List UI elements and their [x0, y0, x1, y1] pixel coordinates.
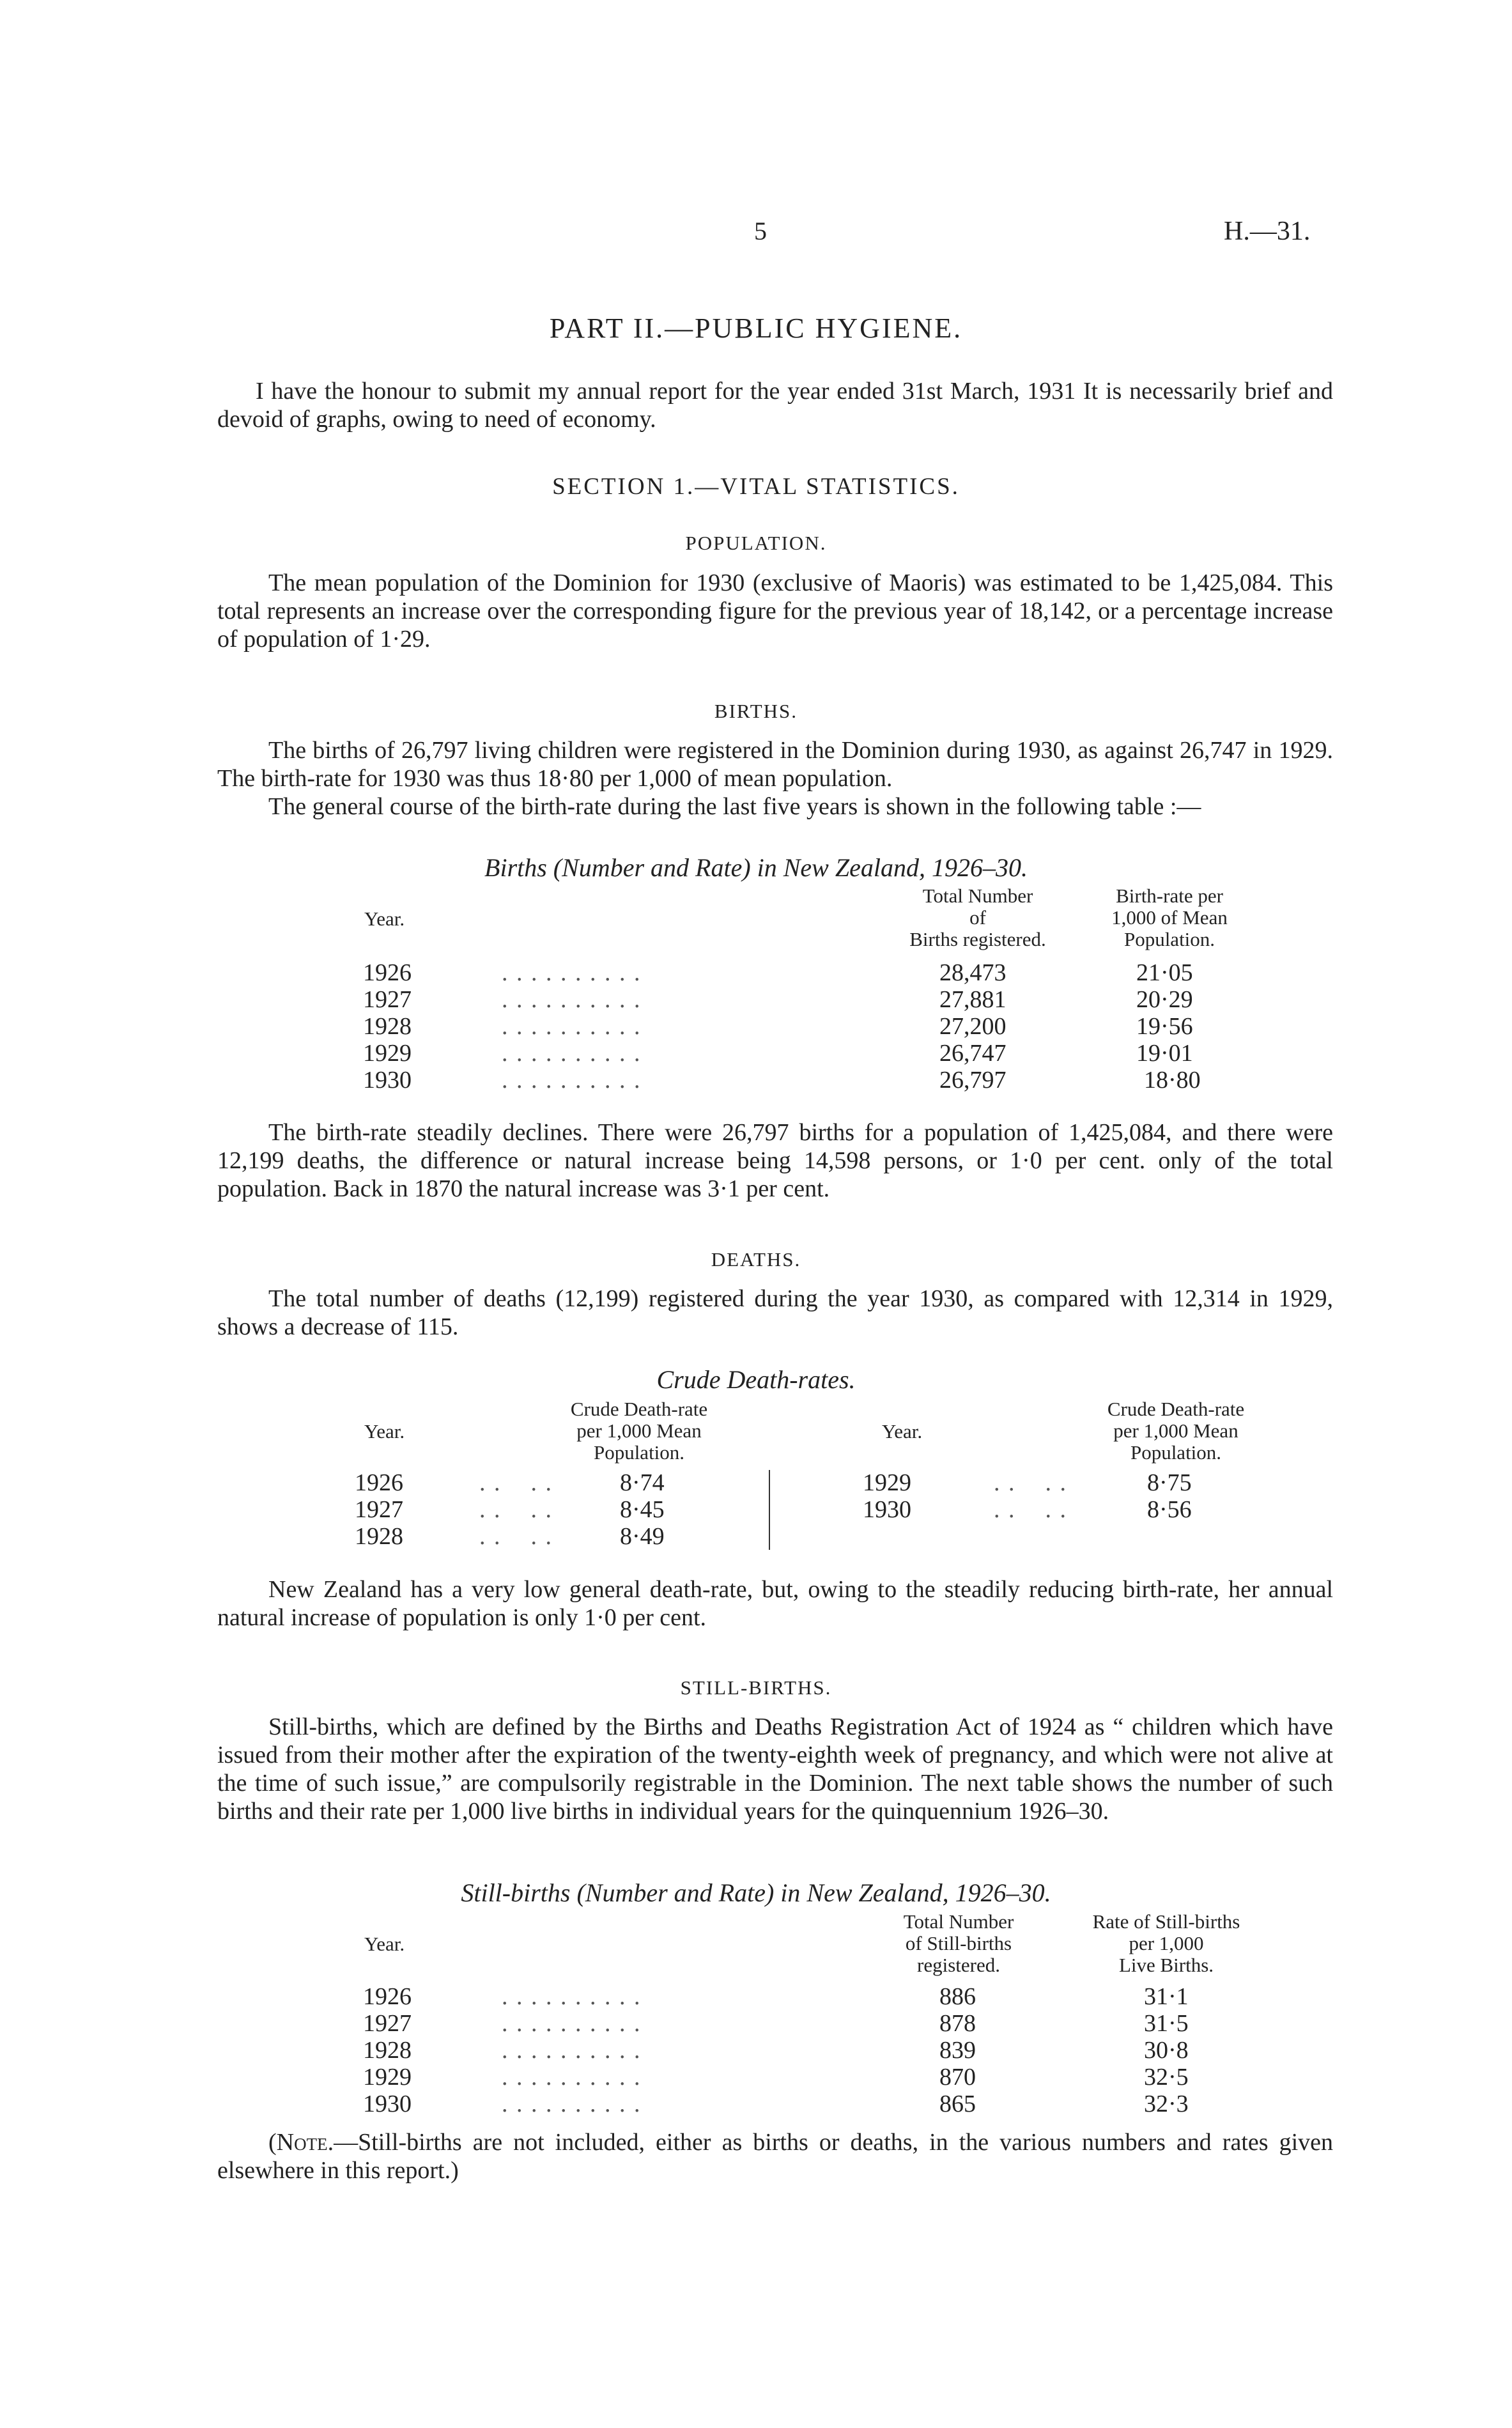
leader-dots: . . . . — [479, 1496, 553, 1523]
deaths-right-year-header: Year. — [882, 1420, 923, 1442]
leader-dots: . . . . . . . . . . — [502, 1983, 642, 2010]
population-heading: POPULATION. — [685, 532, 827, 554]
document-reference: H.—31. — [1224, 217, 1311, 246]
deaths-row-rate: 8·56 — [1147, 1496, 1192, 1523]
leader-dots: . . . . . . . . . . — [502, 2037, 642, 2064]
intro-paragraph: I have the honour to submit my annual report for the year ended 31st March, 1931 It is necessarily brief and devoid of graphs, owing to need of economy. — [217, 378, 1333, 433]
births-row-year: 1926 — [363, 959, 412, 986]
leader-dots: . . . . — [994, 1469, 1067, 1496]
births-paragraph-3: The birth-rate steadily declines. There were 26,797 births for a population of 1,425,084, and there were 12,199 deaths, the difference or natural increase being 14,598 persons, or 1·0 per cent. only of the total population. Back in 1870 the natural increase was 3·1 per cent. — [217, 1119, 1333, 1202]
births-row-rate: 19·01 — [1136, 1040, 1193, 1067]
leader-dots: . . . . . . . . . . — [502, 2091, 642, 2117]
deaths-paragraph-2: New Zealand has a very low general death-rate, but, owing to the steadily reducing birth-rate, her annual natural increase of population is only 1·0 per cent. — [217, 1576, 1333, 1631]
stillbirths-note: (Note.—Still-births are not included, either as births or deaths, in the various numbers and rates given elsewhere in this report.) — [217, 2129, 1333, 2184]
stillbirths-heading: STILL-BIRTHS. — [680, 1676, 832, 1699]
stillbirths-paragraph: Still-births, which are defined by the Births and Deaths Registration Act of 1924 as “ children which have issued from their mother after the expiration of the twenty-eighth week of pregnancy, and which were not alive at the time of such issue,” are compulsorily registrable in the Dominion. The next table shows the number of such births and their rate per 1,000 live births in individual years for the quinquennium 1926–30. — [217, 1713, 1333, 1825]
births-paragraph-1: The births of 26,797 living children were registered in the Dominion during 1930, as against 26,747 in 1929. The birth-rate for 1930 was thus 18·80 per 1,000 of mean population. — [217, 737, 1333, 792]
leader-dots: . . . . — [479, 1469, 553, 1496]
deaths-row-year: 1930 — [863, 1496, 911, 1523]
section-title: SECTION 1.—VITAL STATISTICS. — [552, 474, 960, 500]
stillbirths-row-total: 886 — [939, 1983, 976, 2010]
births-col-rate-header: Birth-rate per 1,000 of Mean Population. — [1111, 885, 1228, 950]
deaths-row-rate: 8·45 — [620, 1496, 665, 1523]
deaths-heading: DEATHS. — [711, 1248, 801, 1271]
leader-dots: . . . . . . . . . . — [502, 986, 642, 1013]
column-divider — [769, 1470, 770, 1550]
births-row-total: 26,747 — [939, 1040, 1007, 1067]
births-row-rate: 18·80 — [1144, 1067, 1201, 1094]
deaths-row-rate: 8·75 — [1147, 1469, 1192, 1496]
leader-dots: . . . . . . . . . . — [502, 2064, 642, 2091]
stillbirths-col-year-header: Year. — [364, 1933, 405, 1955]
stillbirths-row-total: 878 — [939, 2010, 976, 2037]
births-row-total: 28,473 — [939, 959, 1007, 986]
births-row-total: 27,881 — [939, 986, 1007, 1013]
deaths-row-year: 1928 — [355, 1523, 403, 1550]
stillbirths-row-rate: 32·3 — [1144, 2091, 1189, 2117]
stillbirths-row-rate: 31·5 — [1144, 2010, 1189, 2037]
deaths-right-rate-header: Crude Death-rate per 1,000 Mean Population. — [1107, 1398, 1245, 1464]
leader-dots: . . . . — [994, 1496, 1067, 1523]
death-rates-table-title: Crude Death-rates. — [656, 1365, 856, 1394]
births-row-year: 1928 — [363, 1013, 412, 1040]
deaths-row-year: 1929 — [863, 1469, 911, 1496]
deaths-left-rate-header: Crude Death-rate per 1,000 Mean Population. — [570, 1398, 708, 1464]
births-col-year-header: Year. — [364, 908, 405, 930]
births-row-total: 26,797 — [939, 1067, 1007, 1094]
births-table-title: Births (Number and Rate) in New Zealand, 1926–30. — [484, 853, 1028, 882]
stillbirths-table-title: Still-births (Number and Rate) in New Zealand, 1926–30. — [461, 1878, 1051, 1907]
leader-dots: . . . . . . . . . . — [502, 1040, 642, 1067]
stillbirths-row-rate: 30·8 — [1144, 2037, 1189, 2064]
stillbirths-row-rate: 32·5 — [1144, 2064, 1189, 2091]
part-title: PART II.—PUBLIC HYGIENE. — [549, 313, 963, 344]
leader-dots: . . . . . . . . . . — [502, 2010, 642, 2037]
note-label: Note — [276, 2129, 328, 2156]
births-row-year: 1927 — [363, 986, 412, 1013]
stillbirths-row-rate: 31·1 — [1144, 1983, 1189, 2010]
leader-dots: . . . . . . . . . . — [502, 959, 642, 986]
stillbirths-row-year: 1930 — [363, 2091, 412, 2117]
deaths-row-rate: 8·49 — [620, 1523, 665, 1550]
births-row-year: 1930 — [363, 1067, 412, 1094]
population-paragraph: The mean population of the Dominion for 1930 (exclusive of Maoris) was estimated to be 1,425,084. This total represents an increase over the corresponding figure for the previous year of 18,142, or a percentage increase of population of 1·29. — [217, 569, 1333, 653]
births-row-rate: 19·56 — [1136, 1013, 1193, 1040]
stillbirths-row-total: 865 — [939, 2091, 976, 2117]
deaths-row-rate: 8·74 — [620, 1469, 665, 1496]
page-number: 5 — [754, 217, 767, 245]
stillbirths-col-total-header: Total Number of Still-births registered. — [903, 1910, 1014, 1976]
deaths-left-year-header: Year. — [364, 1420, 405, 1442]
births-heading: BIRTHS. — [714, 700, 798, 722]
deaths-row-year: 1927 — [355, 1496, 403, 1523]
births-col-total-header: Total Number of Births registered. — [909, 885, 1046, 950]
stillbirths-row-year: 1927 — [363, 2010, 412, 2037]
births-paragraph-2: The general course of the birth-rate during the last five years is shown in the following table :— — [268, 793, 1201, 820]
stillbirths-col-rate-header: Rate of Still-births per 1,000 Live Births. — [1092, 1910, 1240, 1976]
leader-dots: . . . . — [479, 1523, 553, 1550]
births-row-year: 1929 — [363, 1040, 412, 1067]
stillbirths-row-total: 839 — [939, 2037, 976, 2064]
stillbirths-row-year: 1929 — [363, 2064, 412, 2091]
stillbirths-row-year: 1926 — [363, 1983, 412, 2010]
leader-dots: . . . . . . . . . . — [502, 1013, 642, 1040]
births-row-rate: 21·05 — [1136, 959, 1193, 986]
births-row-total: 27,200 — [939, 1013, 1007, 1040]
stillbirths-row-total: 870 — [939, 2064, 976, 2091]
leader-dots: . . . . . . . . . . — [502, 1067, 642, 1094]
deaths-row-year: 1926 — [355, 1469, 403, 1496]
deaths-paragraph-1: The total number of deaths (12,199) registered during the year 1930, as compared with 12,314 in 1929, shows a decrease of 115. — [217, 1285, 1333, 1340]
stillbirths-row-year: 1928 — [363, 2037, 412, 2064]
births-row-rate: 20·29 — [1136, 986, 1193, 1013]
